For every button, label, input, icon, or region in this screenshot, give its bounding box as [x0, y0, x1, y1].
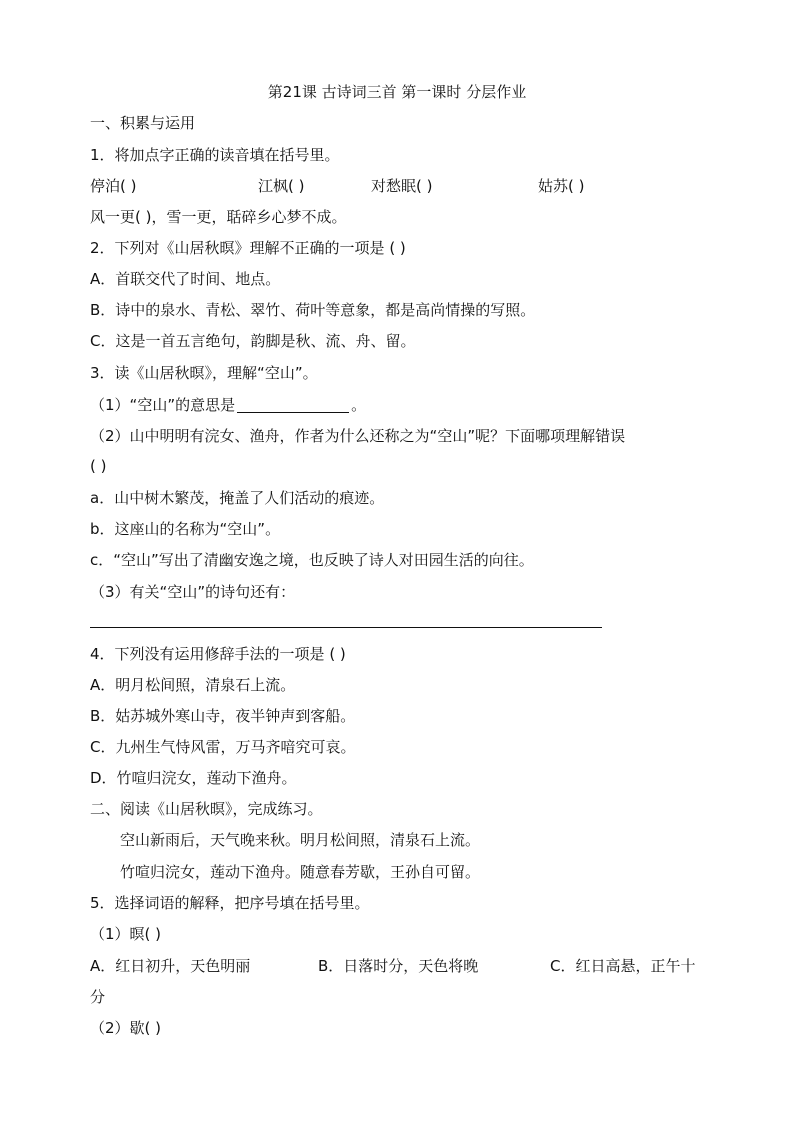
- q5-option-c: C．红日高悬，正午十: [550, 957, 696, 975]
- q1-item-2: 江枫( ): [258, 177, 305, 195]
- q5-option-c-continued: 分: [90, 988, 106, 1006]
- q5-sub2: （2）歇( ): [90, 1019, 162, 1037]
- q1-stem: 1．将加点字正确的读音填在括号里。: [90, 146, 340, 164]
- q2-option-b: B．诗中的泉水、青松、翠竹、荷叶等意象，都是高尚情操的写照。: [90, 301, 536, 319]
- q3-sub2: （2）山中明明有浣女、渔舟，作者为什么还称之为“空山”呢？下面哪项理解错误: [90, 427, 626, 445]
- page-title: 第21课 古诗词三首 第一课时 分层作业: [267, 83, 527, 101]
- q3-option-a: a．山中树木繁茂，掩盖了人们活动的痕迹。: [90, 489, 385, 507]
- q2-stem: 2．下列对《山居秋暝》理解不正确的一项是 ( ): [90, 239, 406, 257]
- poem-line-1: 空山新雨后，天气晚来秋。明月松间照，清泉石上流。: [120, 831, 481, 849]
- poem-line-2: 竹喧归浣女，莲动下渔舟。随意春芳歇，王孙自可留。: [120, 863, 481, 881]
- section-2-heading: 二、阅读《山居秋暝》，完成练习。: [90, 800, 323, 818]
- q5-stem: 5．选择词语的解释，把序号填在括号里。: [90, 894, 370, 912]
- q3-sub1-answer-blank[interactable]: [237, 397, 349, 413]
- q4-option-a: A．明月松间照，清泉石上流。: [90, 676, 296, 694]
- q3-option-b: b．这座山的名称为“空山”。: [90, 520, 281, 538]
- q2-option-a: A．首联交代了时间、地点。: [90, 270, 281, 288]
- q3-sub3: （3）有关“空山”的诗句还有：: [90, 583, 296, 601]
- q1-item-1: 停泊( ): [90, 177, 137, 195]
- q3-sub3-answer-line[interactable]: [90, 627, 602, 628]
- q5-option-a: A．红日初升，天色明丽: [90, 957, 251, 975]
- q5-option-b: B．日落时分，天色将晚: [318, 957, 479, 975]
- q3-sub1: [90, 395, 366, 415]
- q3-sub2-paren: ( ): [90, 457, 107, 475]
- q2-option-c: C．这是一首五言绝句，韵脚是秋、流、舟、留。: [90, 332, 416, 350]
- q4-option-b: B．姑苏城外寒山寺，夜半钟声到客船。: [90, 707, 356, 725]
- section-1-heading: 一、积累与运用: [90, 114, 196, 132]
- q4-stem: 4．下列没有运用修辞手法的一项是 ( ): [90, 645, 346, 663]
- q4-option-d: D．竹喧归浣女，莲动下渔舟。: [90, 769, 297, 787]
- q1-item-3: 对愁眠( ): [371, 177, 433, 195]
- q3-sub1-suffix: 。: [351, 396, 367, 414]
- q4-option-c: C．九州生气恃风雷，万马齐喑究可哀。: [90, 738, 356, 756]
- q1-line-2: 风一更( )，雪一更，聒碎乡心梦不成。: [90, 208, 347, 226]
- q3-option-c: c．“空山”写出了清幽安逸之境，也反映了诗人对田园生活的向往。: [90, 551, 534, 569]
- q3-sub1-prefix: （1）“空山”的意思是: [90, 396, 236, 414]
- q5-sub1: （1）暝( ): [90, 925, 162, 943]
- q1-item-4: 姑苏( ): [538, 177, 585, 195]
- q3-stem: 3．读《山居秋暝》，理解“空山”。: [90, 364, 318, 382]
